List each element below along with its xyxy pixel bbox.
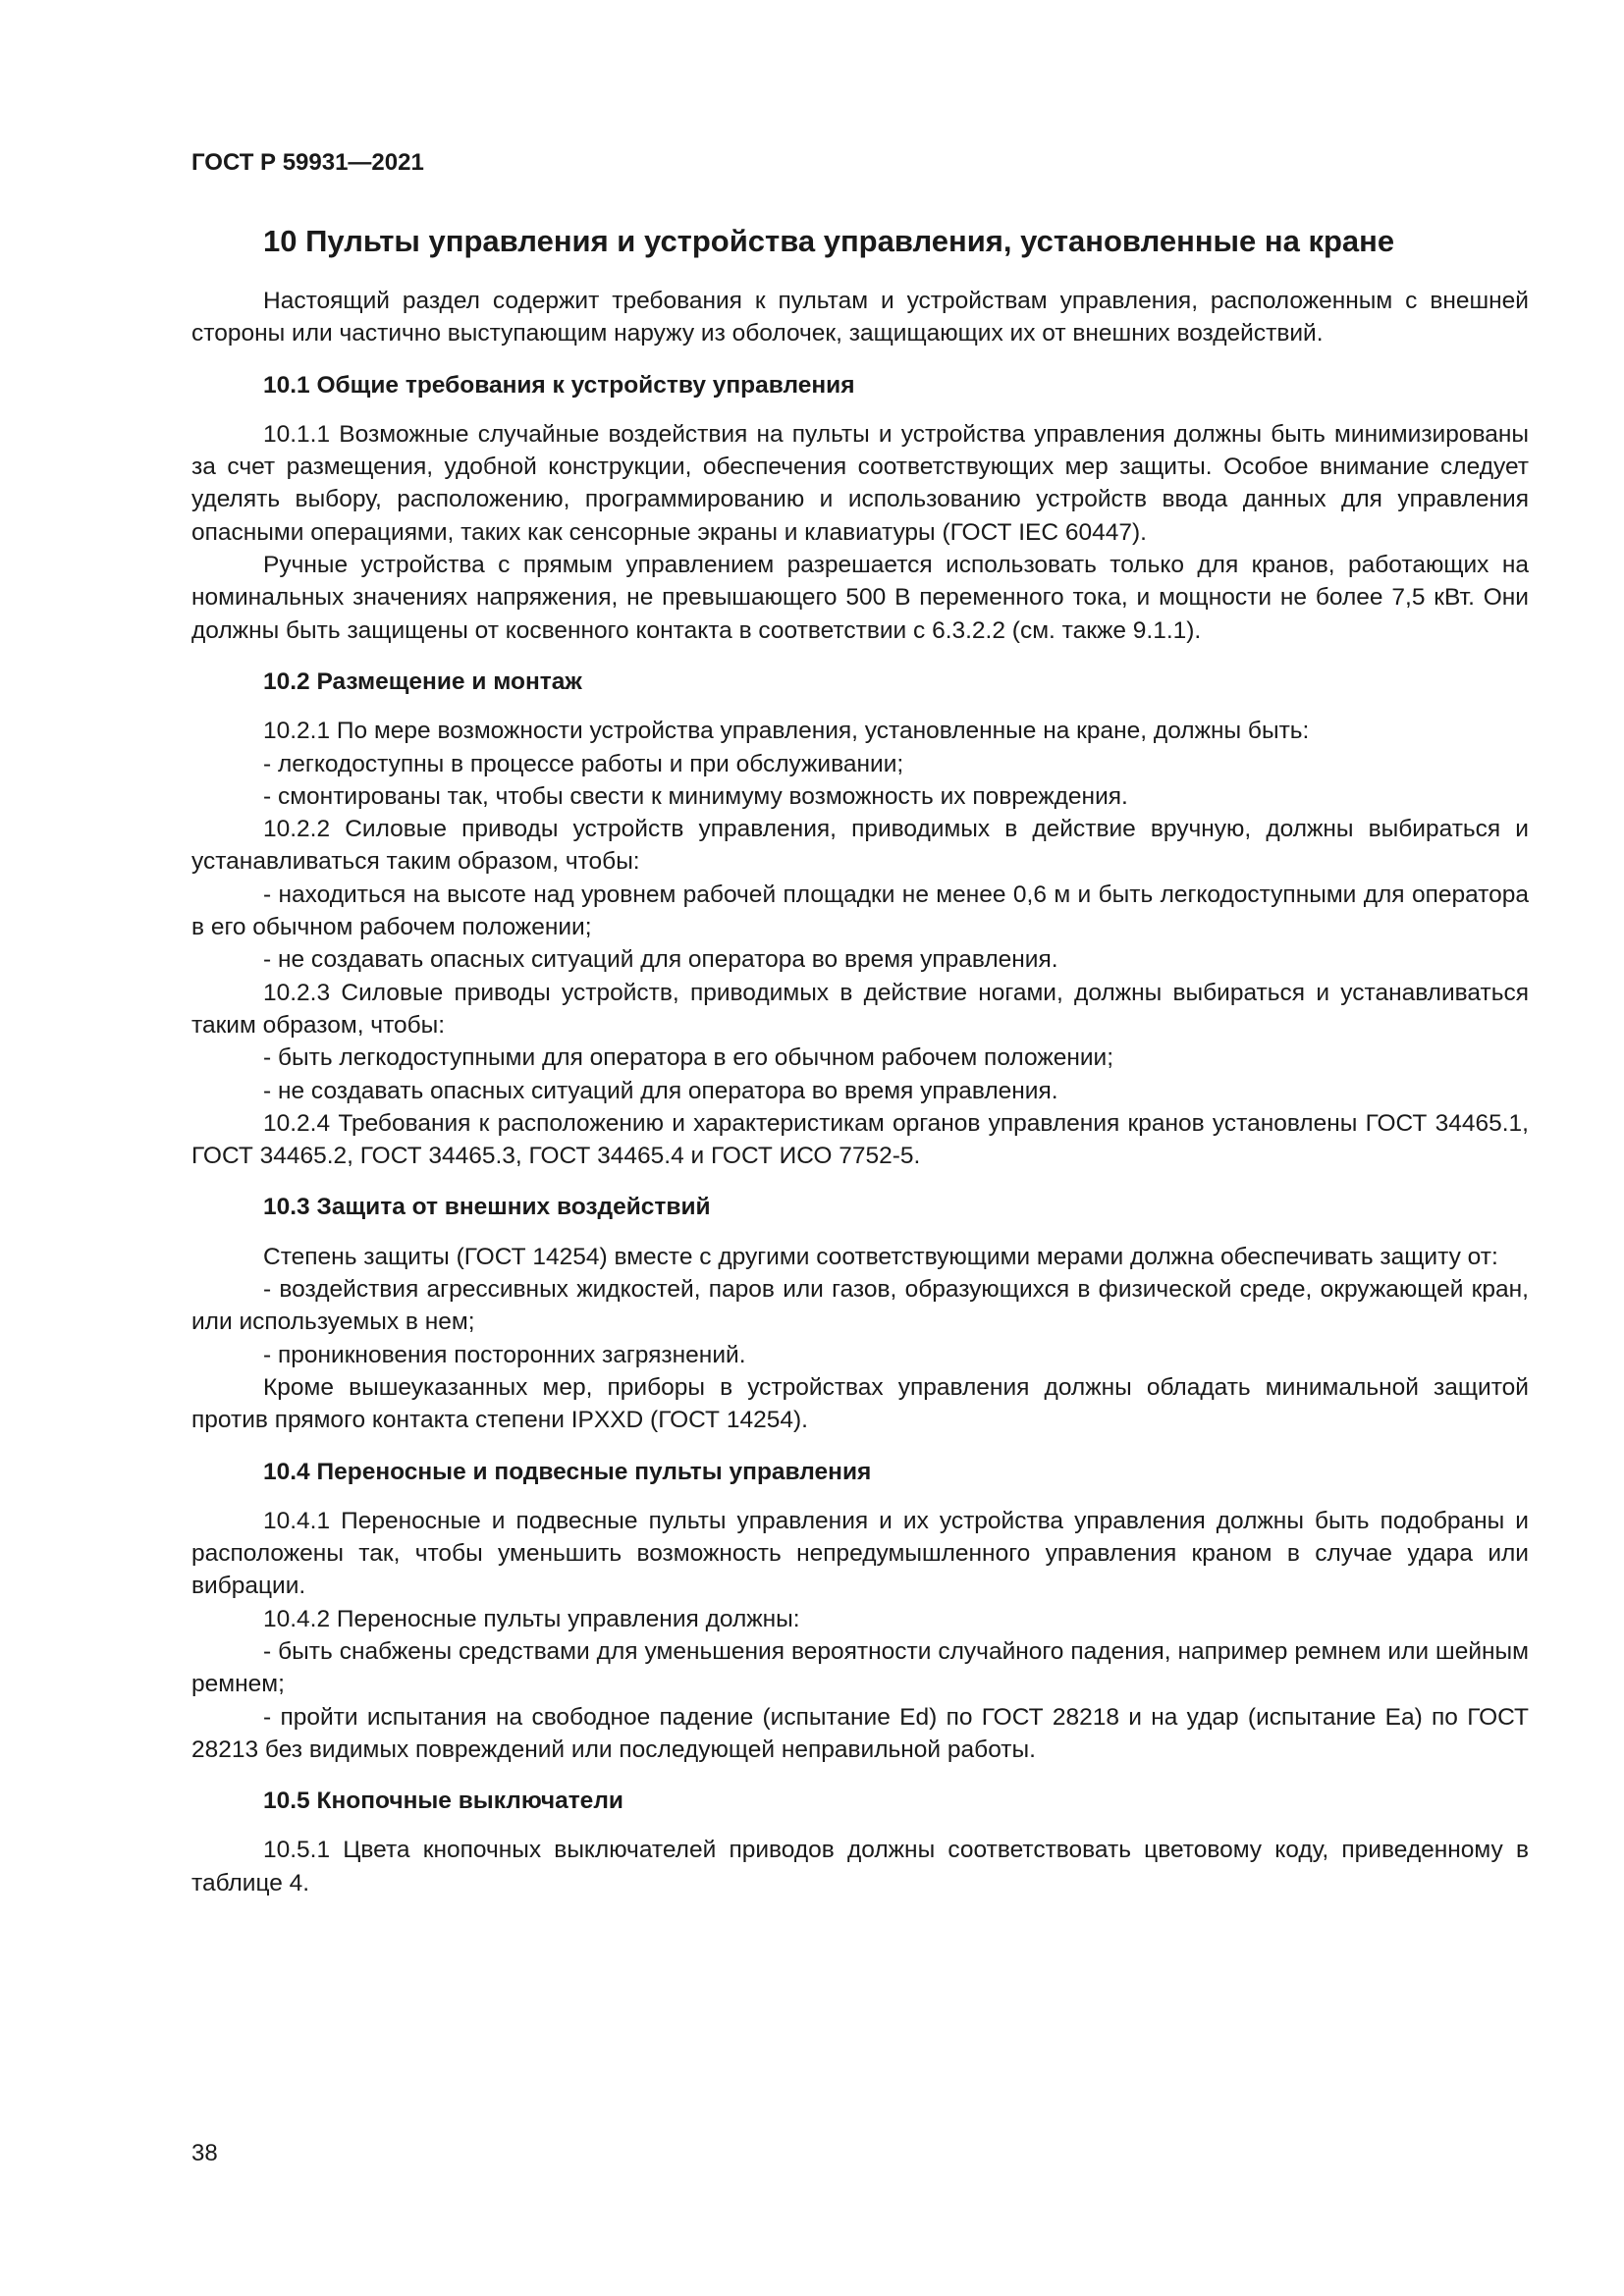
list-item: - воздействия агрессивных жидкостей, паров или газов, образующихся в физической среде, окружающей кран, или используемых в нем; — [191, 1276, 1529, 1336]
list-item: - легкодоступны в процессе работы и при обслуживании; — [263, 750, 904, 777]
subsection-heading-10-1: 10.1 Общие требования к устройству управления — [263, 371, 855, 399]
subsection-heading-10-3: 10.3 Защита от внешних воздействий — [263, 1194, 711, 1221]
paragraph: 10.2.4 Требования к расположению и характеристикам органов управления кранов установлены ГОСТ 34465.1, ГОСТ 34465.2, ГОСТ 34465.3, ГОСТ 34465.4 и ГОСТ ИСО 7752-5. — [191, 1109, 1529, 1170]
subsection-heading-10-4: 10.4 Переносные и подвесные пульты управления — [263, 1458, 872, 1485]
paragraph: 10.1.1 Возможные случайные воздействия на пульты и устройства управления должны быть минимизированы за счет размещения, удобной конструкции, обеспечения соответствующих мер защиты. Особое внимание следует уделять выбору, расположению, программированию и использованию устройств ввода данных для управления опасными операциями, таких как сенсорные экраны и клавиатуры (ГОСТ IEC 60447). — [191, 420, 1529, 546]
paragraph: 10.5.1 Цвета кнопочных выключателей приводов должны соответствовать цветовому коду, приведенному в таблице 4. — [191, 1837, 1529, 1896]
paragraph: 10.4.1 Переносные и подвесные пульты управления и их устройства управления должны быть подобраны и расположены так, чтобы уменьшить возможность непредумышленного управления краном в случае удара или вибрации. — [191, 1507, 1529, 1600]
subsection-heading-10-2: 10.2 Размещение и монтаж — [263, 667, 582, 695]
document-body — [191, 285, 1529, 1899]
list-item: - быть легкодоступными для оператора в его обычном рабочем положении; — [263, 1044, 1114, 1072]
list-item: - проникновения посторонних загрязнений. — [263, 1341, 746, 1368]
doc-code: ГОСТ Р 59931—2021 — [191, 149, 424, 176]
list-item: - не создавать опасных ситуаций для оператора во время управления. — [263, 946, 1058, 974]
paragraph: 10.4.2 Переносные пульты управления должны: — [263, 1605, 800, 1632]
section-title: 10 Пульты управления и устройства управления, установленные на кране — [263, 224, 1395, 258]
paragraph: Степень защиты (ГОСТ 14254) вместе с другими соответствующими мерами должна обеспечивать защиту от: — [263, 1243, 1498, 1270]
paragraph: 10.2.3 Силовые приводы устройств, приводимых в действие ногами, должны выбираться и устанавливаться таким образом, чтобы: — [191, 979, 1529, 1039]
paragraph: Ручные устройства с прямым управлением разрешается использовать только для кранов, работающих на номинальных значениях напряжения, не превышающего 500 В переменного тока, и мощности не более 7,5 кВт. Они должны быть защищены от косвенного контакта в соответствии с 6.3.2.2 (см. также 9.1.1). — [191, 552, 1529, 644]
subsection-heading-10-5: 10.5 Кнопочные выключатели — [263, 1788, 623, 1815]
list-item: - не создавать опасных ситуаций для оператора во время управления. — [263, 1077, 1058, 1104]
paragraph: 10.2.1 По мере возможности устройства управления, установленные на кране, должны быть: — [263, 718, 1310, 745]
page-number: 38 — [191, 2140, 218, 2166]
section-intro: Настоящий раздел содержит требования к пультам и устройствам управления, расположенным с внешней стороны или частично выступающим наружу из оболочек, защищающих их от внешних воздействий. — [191, 288, 1529, 347]
list-item: - находиться на высоте над уровнем рабочей площадки не менее 0,6 м и быть легкодоступными для оператора в его обычном рабочем положении; — [191, 881, 1529, 941]
list-item: - смонтированы так, чтобы свести к минимуму возможность их повреждения. — [263, 782, 1128, 810]
list-item: - пройти испытания на свободное падение (испытание Ed) по ГОСТ 28218 и на удар (испытание Ea) по ГОСТ 28213 без видимых повреждений или последующей неправильной работы. — [191, 1703, 1529, 1763]
paragraph: Кроме вышеуказанных мер, приборы в устройствах управления должны обладать минимальной защитой против прямого контакта степени IPXXD (ГОСТ 14254). — [191, 1373, 1529, 1434]
list-item: - быть снабжены средствами для уменьшения вероятности случайного падения, например ремнем или шейным ремнем; — [191, 1637, 1529, 1698]
paragraph: 10.2.2 Силовые приводы устройств управления, приводимых в действие вручную, должны выбираться и устанавливаться таким образом, чтобы: — [191, 816, 1529, 876]
